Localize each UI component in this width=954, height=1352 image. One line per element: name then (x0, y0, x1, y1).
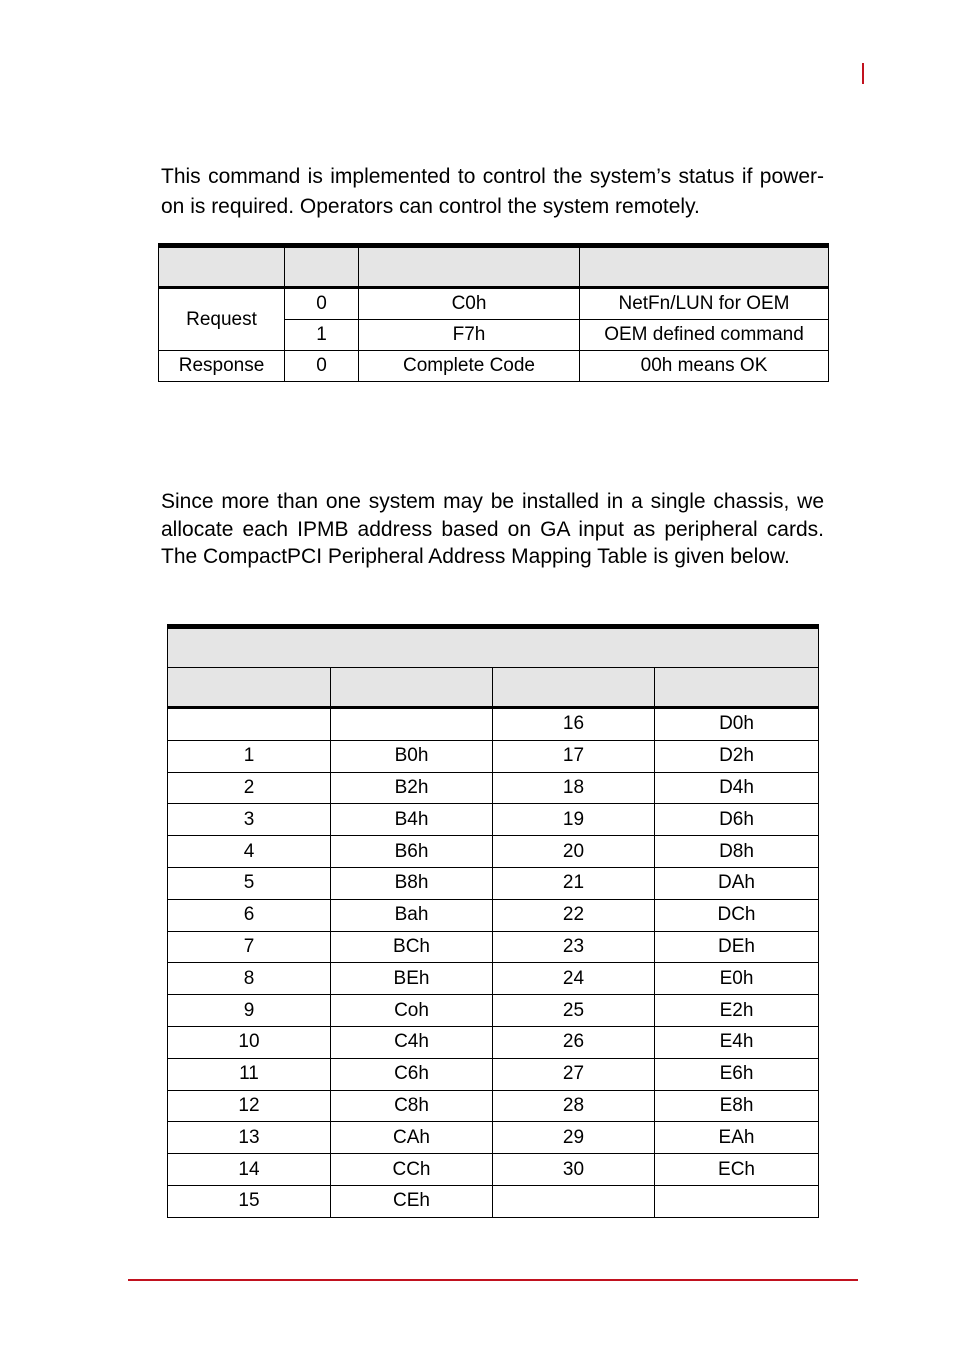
address-cell: C6h (331, 1058, 493, 1090)
slot-cell: 17 (493, 740, 655, 772)
address-cell: CAh (331, 1122, 493, 1154)
slot-cell: 15 (168, 1185, 331, 1217)
slot-cell: 25 (493, 995, 655, 1027)
footer-rule (128, 1279, 858, 1281)
slot-cell: 1 (168, 740, 331, 772)
mapping-description: Since more than one system may be installed in a single chassis, we allocate each IPMB address based on GA input as peripheral cards. The CompactPCI Peripheral Address Mapping Table is given below. (161, 490, 824, 568)
slot-cell: 5 (168, 867, 331, 899)
table-row (168, 995, 819, 1027)
command-description: This command is implemented to control the system’s status if power-on is required. Operators can control the system remotely. (161, 165, 824, 218)
slot-cell: 24 (493, 963, 655, 995)
slot-cell: 16 (493, 708, 655, 741)
address-cell: E6h (655, 1058, 819, 1090)
data-cell: Complete Code (359, 351, 580, 382)
table-row (168, 1026, 819, 1058)
byte-cell: 0 (285, 351, 359, 382)
address-cell: D8h (655, 836, 819, 868)
slot-cell: 14 (168, 1154, 331, 1186)
address-cell: BEh (331, 963, 493, 995)
address-cell: B2h (331, 772, 493, 804)
slot-cell: 20 (493, 836, 655, 868)
table-row (168, 867, 819, 899)
address-cell: ECh (655, 1154, 819, 1186)
header-cell (159, 246, 285, 288)
header-cell (359, 246, 580, 288)
address-cell: E4h (655, 1026, 819, 1058)
address-cell: BCh (331, 931, 493, 963)
data-cell: C0h (359, 288, 580, 320)
address-cell: D2h (655, 740, 819, 772)
address-cell: E2h (655, 995, 819, 1027)
table-row (168, 1090, 819, 1122)
header-cell (580, 246, 829, 288)
address-cell: CCh (331, 1154, 493, 1186)
address-cell: B0h (331, 740, 493, 772)
address-cell: Bah (331, 899, 493, 931)
table-row (159, 288, 829, 320)
slot-cell: 21 (493, 867, 655, 899)
address-cell: CEh (331, 1185, 493, 1217)
table-row (168, 963, 819, 995)
slot-cell: 11 (168, 1058, 331, 1090)
address-cell: B8h (331, 867, 493, 899)
header-marker (862, 63, 864, 84)
table-row (168, 740, 819, 772)
address-cell: B6h (331, 836, 493, 868)
slot-cell: 29 (493, 1122, 655, 1154)
slot-cell: 22 (493, 899, 655, 931)
slot-cell (168, 708, 331, 741)
slot-cell: 4 (168, 836, 331, 868)
slot-cell: 13 (168, 1122, 331, 1154)
slot-cell: 30 (493, 1154, 655, 1186)
address-cell: EAh (655, 1122, 819, 1154)
command-table (158, 243, 829, 382)
header-cell (331, 668, 493, 708)
slot-cell (493, 1185, 655, 1217)
command-table-header (159, 246, 829, 288)
slot-cell: 27 (493, 1058, 655, 1090)
table-row (168, 772, 819, 804)
address-cell (655, 1185, 819, 1217)
header-cell (493, 668, 655, 708)
address-cell: D6h (655, 804, 819, 836)
address-cell: D0h (655, 708, 819, 741)
slot-cell: 7 (168, 931, 331, 963)
header-cell (655, 668, 819, 708)
address-cell: B4h (331, 804, 493, 836)
title-cell (168, 627, 819, 668)
desc-cell: NetFn/LUN for OEM (580, 288, 829, 320)
table-row (168, 836, 819, 868)
table-row (168, 1058, 819, 1090)
slot-cell: 23 (493, 931, 655, 963)
slot-cell: 8 (168, 963, 331, 995)
header-cell (168, 668, 331, 708)
type-cell: Request (159, 288, 285, 351)
slot-cell: 26 (493, 1026, 655, 1058)
address-cell: DEh (655, 931, 819, 963)
table-row (168, 899, 819, 931)
mapping-table-header (168, 668, 819, 708)
mapping-table-title-row (168, 627, 819, 668)
slot-cell: 6 (168, 899, 331, 931)
slot-cell: 19 (493, 804, 655, 836)
table-row (168, 1154, 819, 1186)
slot-cell: 18 (493, 772, 655, 804)
address-cell: D4h (655, 772, 819, 804)
data-cell: F7h (359, 320, 580, 351)
header-cell (285, 246, 359, 288)
table-row (168, 708, 819, 741)
desc-cell: OEM defined command (580, 320, 829, 351)
table-row (168, 1185, 819, 1217)
table-row (159, 351, 829, 382)
table-row (168, 1122, 819, 1154)
address-cell: DAh (655, 867, 819, 899)
byte-cell: 1 (285, 320, 359, 351)
address-cell: C8h (331, 1090, 493, 1122)
slot-cell: 10 (168, 1026, 331, 1058)
address-cell: Coh (331, 995, 493, 1027)
slot-cell: 12 (168, 1090, 331, 1122)
slot-cell: 2 (168, 772, 331, 804)
slot-cell: 28 (493, 1090, 655, 1122)
slot-cell: 3 (168, 804, 331, 836)
table-row (168, 931, 819, 963)
address-cell: E8h (655, 1090, 819, 1122)
byte-cell: 0 (285, 288, 359, 320)
mapping-table-body (168, 708, 819, 1218)
address-cell: DCh (655, 899, 819, 931)
address-cell: C4h (331, 1026, 493, 1058)
address-cell (331, 708, 493, 741)
desc-cell: 00h means OK (580, 351, 829, 382)
address-cell: E0h (655, 963, 819, 995)
table-row (168, 804, 819, 836)
type-cell: Response (159, 351, 285, 382)
address-mapping-table (167, 624, 819, 1218)
slot-cell: 9 (168, 995, 331, 1027)
